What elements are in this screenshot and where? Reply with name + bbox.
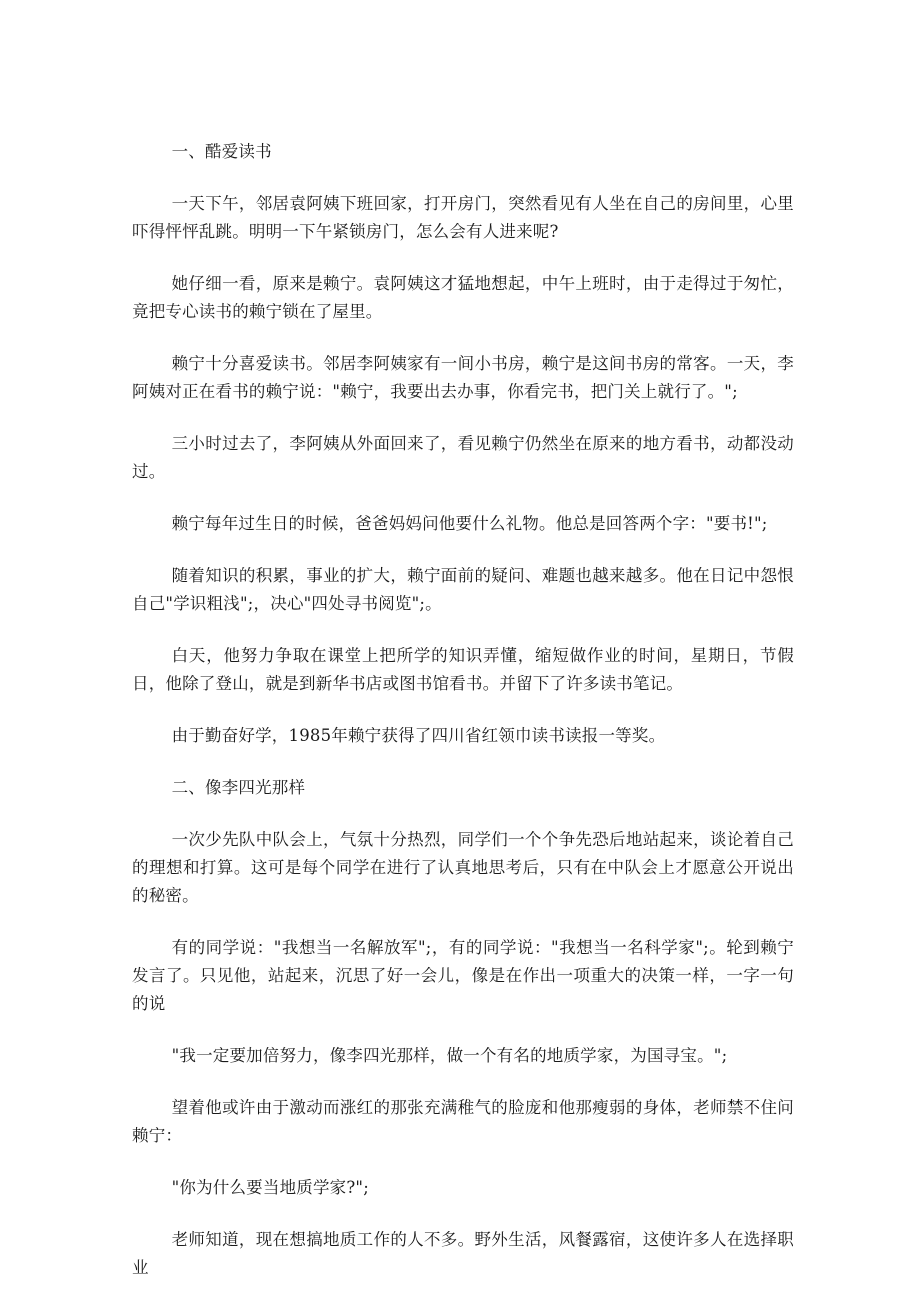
paragraph-1: 一天下午，邻居袁阿姨下班回家，打开房门，突然看见有人坐在自己的房间里，心里吓得怦怦乱跳。明明一下午紧锁房门，怎么会有人进来呢? — [132, 194, 794, 241]
paragraph-13: "你为什么要当地质学家?"; — [171, 1178, 369, 1197]
section-heading-2: 二、像李四光那样 — [171, 778, 306, 797]
paragraph-3: 赖宁十分喜爱读书。邻居李阿姨家有一间小书房，赖宁是这间书房的常客。一天，李阿姨对正在看书的赖宁说："赖宁，我要出去办事，你看完书，把门关上就行了。"; — [132, 354, 794, 401]
section-heading-1: 一、酷爱读书 — [171, 142, 272, 161]
paragraph-5: 赖宁每年过生日的时候，爸爸妈妈问他要什么礼物。他总是回答两个字："要书!"; — [171, 514, 768, 533]
paragraph-8: 由于勤奋好学，1985年赖宁获得了四川省红领巾读书读报一等奖。 — [171, 726, 666, 745]
paragraph-9: 一次少先队中队会上，气氛十分热烈，同学们一个个争先恐后地站起来，谈论着自己的理想和打算。这可是每个同学在进行了认真地思考后，只有在中队会上才愿意公开说出的秘密。 — [132, 830, 794, 905]
paragraph-7: 白天，他努力争取在课堂上把所学的知识弄懂，缩短做作业的时间，星期日，节假日，他除了登山，就是到新华书店或图书馆看书。并留下了许多读书笔记。 — [132, 646, 794, 693]
paragraph-11: "我一定要加倍努力，像李四光那样，做一个有名的地质学家，为国寻宝。"; — [171, 1046, 728, 1065]
paragraph-4: 三小时过去了，李阿姨从外面回来了，看见赖宁仍然坐在原来的地方看书，动都没动过。 — [132, 434, 794, 481]
document-body — [132, 138, 794, 1306]
paragraph-12: 望着他或许由于激动而涨红的那张充满稚气的脸庞和他那瘦弱的身体，老师禁不住问赖宁： — [132, 1098, 794, 1145]
paragraph-10: 有的同学说："我想当一名解放军";，有的同学说："我想当一名科学家";。轮到赖宁发言了。只见他，站起来，沉思了好一会儿，像是在作出一项重大的决策一样，一字一句的说 — [132, 938, 794, 1013]
paragraph-6: 随着知识的积累，事业的扩大，赖宁面前的疑问、难题也越来越多。他在日记中怨恨自己"学识粗浅";，决心"四处寻书阅览";。 — [132, 566, 794, 613]
paragraph-14: 老师知道，现在想搞地质工作的人不多。野外生活，风餐露宿，这使许多人在选择职业 — [132, 1230, 794, 1277]
paragraph-2: 她仔细一看，原来是赖宁。袁阿姨这才猛地想起，中午上班时，由于走得过于匆忙，竟把专心读书的赖宁锁在了屋里。 — [132, 274, 794, 321]
